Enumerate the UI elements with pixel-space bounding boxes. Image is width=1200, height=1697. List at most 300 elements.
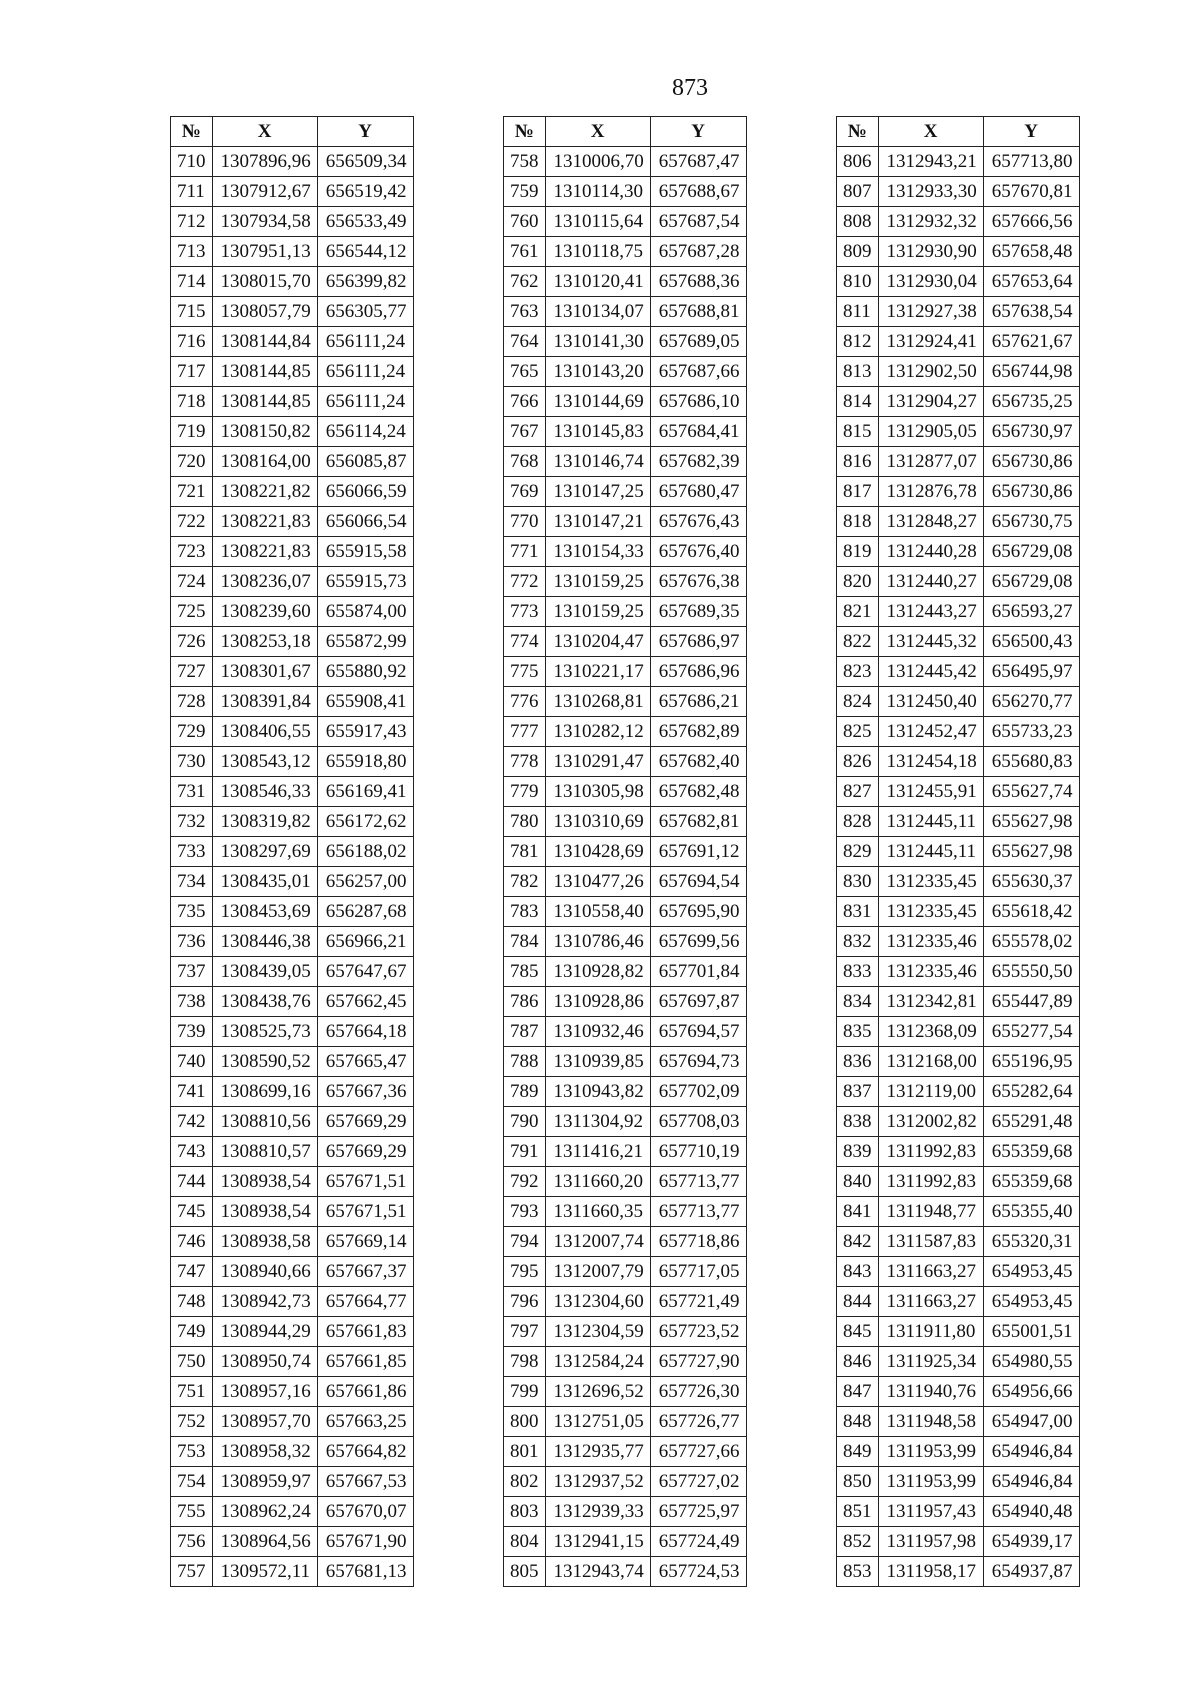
header-y: Y <box>317 117 413 147</box>
cell-y: 657686,21 <box>650 687 746 717</box>
table-row <box>171 1527 414 1557</box>
cell-number: 782 <box>504 867 546 897</box>
cell-number: 746 <box>171 1227 213 1257</box>
cell-y: 657687,54 <box>650 207 746 237</box>
cell-x: 1310939,85 <box>545 1047 650 1077</box>
cell-y: 657694,54 <box>650 867 746 897</box>
cell-x: 1311992,83 <box>878 1137 983 1167</box>
cell-x: 1308406,55 <box>212 717 317 747</box>
cell-y: 656287,68 <box>317 897 413 927</box>
cell-x: 1310141,30 <box>545 327 650 357</box>
table-row <box>837 297 1080 327</box>
cell-x: 1308221,83 <box>212 507 317 537</box>
table-row <box>171 237 414 267</box>
cell-x: 1310144,69 <box>545 387 650 417</box>
cell-y: 654956,66 <box>983 1377 1079 1407</box>
table-row <box>171 327 414 357</box>
cell-x: 1308144,85 <box>212 357 317 387</box>
cell-y: 656730,75 <box>983 507 1079 537</box>
table-row <box>837 1137 1080 1167</box>
table-row <box>171 777 414 807</box>
cell-y: 656544,12 <box>317 237 413 267</box>
header-y: Y <box>650 117 746 147</box>
cell-number: 806 <box>837 147 879 177</box>
cell-number: 720 <box>171 447 213 477</box>
header-x: X <box>212 117 317 147</box>
cell-number: 770 <box>504 507 546 537</box>
table-row <box>837 417 1080 447</box>
cell-y: 656169,41 <box>317 777 413 807</box>
cell-y: 655291,48 <box>983 1107 1079 1137</box>
table-row <box>837 1197 1080 1227</box>
cell-y: 657710,19 <box>650 1137 746 1167</box>
cell-y: 657658,48 <box>983 237 1079 267</box>
cell-x: 1312904,27 <box>878 387 983 417</box>
cell-number: 795 <box>504 1257 546 1287</box>
cell-y: 657682,48 <box>650 777 746 807</box>
table-row <box>837 537 1080 567</box>
cell-y: 657688,67 <box>650 177 746 207</box>
cell-number: 800 <box>504 1407 546 1437</box>
cell-x: 1311660,35 <box>545 1197 650 1227</box>
cell-y: 657687,66 <box>650 357 746 387</box>
table-row <box>504 267 747 297</box>
table-row <box>171 627 414 657</box>
coordinate-table-2 <box>503 116 747 1587</box>
cell-y: 657664,77 <box>317 1287 413 1317</box>
cell-number: 827 <box>837 777 879 807</box>
cell-number: 803 <box>504 1497 546 1527</box>
cell-number: 853 <box>837 1557 879 1587</box>
cell-number: 754 <box>171 1467 213 1497</box>
cell-number: 762 <box>504 267 546 297</box>
cell-y: 657682,39 <box>650 447 746 477</box>
table-row <box>504 1227 747 1257</box>
table-row <box>171 687 414 717</box>
cell-x: 1308938,54 <box>212 1167 317 1197</box>
cell-number: 777 <box>504 717 546 747</box>
cell-y: 654940,48 <box>983 1497 1079 1527</box>
table-row <box>504 1317 747 1347</box>
cell-x: 1308950,74 <box>212 1347 317 1377</box>
cell-number: 773 <box>504 597 546 627</box>
cell-number: 759 <box>504 177 546 207</box>
cell-x: 1308391,84 <box>212 687 317 717</box>
cell-number: 781 <box>504 837 546 867</box>
cell-y: 657653,64 <box>983 267 1079 297</box>
table-row <box>171 837 414 867</box>
cell-x: 1308944,29 <box>212 1317 317 1347</box>
cell-y: 655917,43 <box>317 717 413 747</box>
cell-y: 655359,68 <box>983 1137 1079 1167</box>
table-row <box>171 417 414 447</box>
cell-number: 718 <box>171 387 213 417</box>
table-row <box>171 807 414 837</box>
cell-x: 1311940,76 <box>878 1377 983 1407</box>
cell-x: 1310006,70 <box>545 147 650 177</box>
cell-x: 1310115,64 <box>545 207 650 237</box>
cell-number: 767 <box>504 417 546 447</box>
coordinate-table-3 <box>836 116 1080 1587</box>
cell-x: 1308938,54 <box>212 1197 317 1227</box>
cell-y: 656735,25 <box>983 387 1079 417</box>
cell-number: 844 <box>837 1287 879 1317</box>
table-row <box>504 1017 747 1047</box>
cell-number: 736 <box>171 927 213 957</box>
cell-y: 657621,67 <box>983 327 1079 357</box>
cell-number: 725 <box>171 597 213 627</box>
cell-number: 788 <box>504 1047 546 1077</box>
table-row <box>171 147 414 177</box>
table-row <box>837 717 1080 747</box>
cell-x: 1308301,67 <box>212 657 317 687</box>
table-row <box>171 1167 414 1197</box>
cell-number: 727 <box>171 657 213 687</box>
cell-x: 1310268,81 <box>545 687 650 717</box>
cell-number: 764 <box>504 327 546 357</box>
cell-y: 657727,90 <box>650 1347 746 1377</box>
cell-x: 1310943,82 <box>545 1077 650 1107</box>
cell-x: 1311925,34 <box>878 1347 983 1377</box>
cell-number: 817 <box>837 477 879 507</box>
cell-number: 849 <box>837 1437 879 1467</box>
table-row <box>171 357 414 387</box>
cell-x: 1308221,83 <box>212 537 317 567</box>
table-row <box>504 507 747 537</box>
table-row <box>171 987 414 1017</box>
cell-x: 1310154,33 <box>545 537 650 567</box>
cell-x: 1312943,74 <box>545 1557 650 1587</box>
cell-x: 1312848,27 <box>878 507 983 537</box>
table-row <box>837 1347 1080 1377</box>
cell-y: 655447,89 <box>983 987 1079 1017</box>
cell-y: 655733,23 <box>983 717 1079 747</box>
cell-x: 1308221,82 <box>212 477 317 507</box>
cell-x: 1312933,30 <box>878 177 983 207</box>
table-row <box>504 327 747 357</box>
table-row <box>504 1287 747 1317</box>
cell-y: 654946,84 <box>983 1437 1079 1467</box>
table-row <box>171 1197 414 1227</box>
cell-x: 1312935,77 <box>545 1437 650 1467</box>
cell-number: 752 <box>171 1407 213 1437</box>
table-row <box>171 1047 414 1077</box>
table-row <box>837 1077 1080 1107</box>
table-row <box>837 1377 1080 1407</box>
table-row <box>171 1437 414 1467</box>
cell-y: 657686,10 <box>650 387 746 417</box>
cell-x: 1312304,59 <box>545 1317 650 1347</box>
cell-y: 657681,13 <box>317 1557 413 1587</box>
table-row <box>504 477 747 507</box>
cell-y: 657689,05 <box>650 327 746 357</box>
cell-x: 1311911,80 <box>878 1317 983 1347</box>
cell-number: 838 <box>837 1107 879 1137</box>
cell-number: 757 <box>171 1557 213 1587</box>
table-row <box>504 1137 747 1167</box>
cell-y: 657664,18 <box>317 1017 413 1047</box>
cell-y: 657699,56 <box>650 927 746 957</box>
cell-y: 657671,90 <box>317 1527 413 1557</box>
cell-x: 1310477,26 <box>545 867 650 897</box>
table-row <box>504 357 747 387</box>
cell-y: 654939,17 <box>983 1527 1079 1557</box>
cell-number: 842 <box>837 1227 879 1257</box>
cell-number: 713 <box>171 237 213 267</box>
cell-x: 1312007,79 <box>545 1257 650 1287</box>
cell-y: 655627,74 <box>983 777 1079 807</box>
cell-x: 1312119,00 <box>878 1077 983 1107</box>
header-number: № <box>171 117 213 147</box>
table-row <box>504 657 747 687</box>
cell-x: 1310932,46 <box>545 1017 650 1047</box>
table-row <box>504 1527 747 1557</box>
table-row <box>837 1407 1080 1437</box>
table-row <box>837 957 1080 987</box>
cell-x: 1310558,40 <box>545 897 650 927</box>
table-row <box>837 267 1080 297</box>
cell-number: 716 <box>171 327 213 357</box>
cell-y: 656188,02 <box>317 837 413 867</box>
cell-y: 657695,90 <box>650 897 746 927</box>
cell-number: 717 <box>171 357 213 387</box>
table-row <box>837 837 1080 867</box>
table-row <box>837 987 1080 1017</box>
cell-y: 654980,55 <box>983 1347 1079 1377</box>
cell-y: 655282,64 <box>983 1077 1079 1107</box>
cell-x: 1308057,79 <box>212 297 317 327</box>
cell-x: 1312445,11 <box>878 837 983 867</box>
cell-y: 657724,53 <box>650 1557 746 1587</box>
cell-x: 1308253,18 <box>212 627 317 657</box>
cell-x: 1308453,69 <box>212 897 317 927</box>
cell-x: 1307896,96 <box>212 147 317 177</box>
table-row <box>837 687 1080 717</box>
header-number: № <box>504 117 546 147</box>
table-row <box>171 1017 414 1047</box>
cell-y: 657726,30 <box>650 1377 746 1407</box>
table-row <box>837 597 1080 627</box>
cell-x: 1308546,33 <box>212 777 317 807</box>
cell-number: 719 <box>171 417 213 447</box>
cell-number: 711 <box>171 177 213 207</box>
cell-x: 1312440,27 <box>878 567 983 597</box>
cell-number: 726 <box>171 627 213 657</box>
cell-x: 1308297,69 <box>212 837 317 867</box>
cell-number: 830 <box>837 867 879 897</box>
cell-x: 1308958,32 <box>212 1437 317 1467</box>
cell-y: 657666,56 <box>983 207 1079 237</box>
page-number: 873 <box>672 75 708 101</box>
cell-number: 729 <box>171 717 213 747</box>
cell-x: 1308699,16 <box>212 1077 317 1107</box>
table-row <box>171 297 414 327</box>
table-row <box>837 477 1080 507</box>
cell-number: 748 <box>171 1287 213 1317</box>
cell-x: 1312939,33 <box>545 1497 650 1527</box>
cell-y: 657676,38 <box>650 567 746 597</box>
cell-number: 816 <box>837 447 879 477</box>
table-row <box>504 897 747 927</box>
cell-y: 657713,77 <box>650 1167 746 1197</box>
cell-y: 655578,02 <box>983 927 1079 957</box>
cell-number: 765 <box>504 357 546 387</box>
cell-x: 1307951,13 <box>212 237 317 267</box>
cell-x: 1310291,47 <box>545 747 650 777</box>
cell-y: 657727,66 <box>650 1437 746 1467</box>
cell-number: 771 <box>504 537 546 567</box>
table-row <box>171 1497 414 1527</box>
table-row <box>837 627 1080 657</box>
cell-x: 1308239,60 <box>212 597 317 627</box>
cell-x: 1308435,01 <box>212 867 317 897</box>
table-row <box>504 447 747 477</box>
cell-y: 655880,92 <box>317 657 413 687</box>
cell-y: 657682,89 <box>650 717 746 747</box>
cell-y: 657694,57 <box>650 1017 746 1047</box>
cell-y: 657667,53 <box>317 1467 413 1497</box>
table-row <box>837 1107 1080 1137</box>
cell-number: 792 <box>504 1167 546 1197</box>
cell-x: 1308940,66 <box>212 1257 317 1287</box>
cell-y: 654953,45 <box>983 1287 1079 1317</box>
cell-y: 657725,97 <box>650 1497 746 1527</box>
cell-number: 846 <box>837 1347 879 1377</box>
cell-number: 824 <box>837 687 879 717</box>
cell-number: 760 <box>504 207 546 237</box>
cell-x: 1312342,81 <box>878 987 983 1017</box>
cell-y: 657689,35 <box>650 597 746 627</box>
cell-y: 656085,87 <box>317 447 413 477</box>
cell-x: 1310143,20 <box>545 357 650 387</box>
cell-x: 1310786,46 <box>545 927 650 957</box>
cell-y: 654946,84 <box>983 1467 1079 1497</box>
cell-x: 1308144,84 <box>212 327 317 357</box>
cell-x: 1310282,12 <box>545 717 650 747</box>
cell-y: 657684,41 <box>650 417 746 447</box>
cell-number: 813 <box>837 357 879 387</box>
cell-number: 841 <box>837 1197 879 1227</box>
cell-number: 848 <box>837 1407 879 1437</box>
cell-x: 1308319,82 <box>212 807 317 837</box>
table-row <box>171 267 414 297</box>
cell-number: 724 <box>171 567 213 597</box>
table-row <box>171 1377 414 1407</box>
cell-y: 655627,98 <box>983 807 1079 837</box>
cell-number: 714 <box>171 267 213 297</box>
cell-number: 829 <box>837 837 879 867</box>
cell-y: 657638,54 <box>983 297 1079 327</box>
cell-x: 1308810,57 <box>212 1137 317 1167</box>
table-row <box>504 237 747 267</box>
table-row <box>171 867 414 897</box>
cell-x: 1308957,16 <box>212 1377 317 1407</box>
cell-x: 1308144,85 <box>212 387 317 417</box>
cell-number: 805 <box>504 1557 546 1587</box>
cell-number: 815 <box>837 417 879 447</box>
cell-y: 655630,37 <box>983 867 1079 897</box>
table-row <box>504 1047 747 1077</box>
cell-x: 1312335,45 <box>878 897 983 927</box>
cell-number: 843 <box>837 1257 879 1287</box>
cell-x: 1312002,82 <box>878 1107 983 1137</box>
cell-x: 1310159,25 <box>545 567 650 597</box>
cell-y: 655618,42 <box>983 897 1079 927</box>
cell-y: 655277,54 <box>983 1017 1079 1047</box>
cell-y: 656730,86 <box>983 477 1079 507</box>
cell-x: 1307912,67 <box>212 177 317 207</box>
cell-y: 656519,42 <box>317 177 413 207</box>
cell-number: 820 <box>837 567 879 597</box>
cell-number: 791 <box>504 1137 546 1167</box>
cell-x: 1310928,86 <box>545 987 650 1017</box>
cell-x: 1311416,21 <box>545 1137 650 1167</box>
table-row <box>171 747 414 777</box>
cell-x: 1310428,69 <box>545 837 650 867</box>
cell-y: 657688,81 <box>650 297 746 327</box>
cell-number: 836 <box>837 1047 879 1077</box>
table-row <box>504 1257 747 1287</box>
table-row <box>837 1287 1080 1317</box>
table-row <box>837 567 1080 597</box>
cell-y: 657669,29 <box>317 1107 413 1137</box>
cell-x: 1310305,98 <box>545 777 650 807</box>
cell-y: 657670,07 <box>317 1497 413 1527</box>
table-row <box>171 567 414 597</box>
cell-number: 763 <box>504 297 546 327</box>
cell-x: 1308438,76 <box>212 987 317 1017</box>
cell-number: 847 <box>837 1377 879 1407</box>
table-row <box>504 987 747 1017</box>
table-row <box>504 627 747 657</box>
table-row <box>504 927 747 957</box>
cell-y: 657717,05 <box>650 1257 746 1287</box>
table-row <box>504 1197 747 1227</box>
cell-number: 850 <box>837 1467 879 1497</box>
cell-x: 1312168,00 <box>878 1047 983 1077</box>
cell-number: 790 <box>504 1107 546 1137</box>
cell-x: 1312443,27 <box>878 597 983 627</box>
cell-x: 1312335,46 <box>878 927 983 957</box>
cell-number: 818 <box>837 507 879 537</box>
cell-number: 814 <box>837 387 879 417</box>
cell-x: 1312455,91 <box>878 777 983 807</box>
cell-x: 1308590,52 <box>212 1047 317 1077</box>
cell-x: 1311958,17 <box>878 1557 983 1587</box>
cell-number: 723 <box>171 537 213 567</box>
cell-y: 655915,58 <box>317 537 413 567</box>
cell-y: 657723,52 <box>650 1317 746 1347</box>
cell-number: 741 <box>171 1077 213 1107</box>
cell-number: 769 <box>504 477 546 507</box>
table-row <box>504 1107 747 1137</box>
table-row <box>171 1137 414 1167</box>
table-row <box>171 1317 414 1347</box>
cell-y: 655680,83 <box>983 747 1079 777</box>
cell-x: 1308015,70 <box>212 267 317 297</box>
cell-number: 761 <box>504 237 546 267</box>
table-row <box>504 1167 747 1197</box>
cell-y: 657669,14 <box>317 1227 413 1257</box>
cell-y: 656066,59 <box>317 477 413 507</box>
cell-y: 655908,41 <box>317 687 413 717</box>
table-row <box>837 807 1080 837</box>
cell-x: 1308150,82 <box>212 417 317 447</box>
cell-x: 1311992,83 <box>878 1167 983 1197</box>
cell-y: 656270,77 <box>983 687 1079 717</box>
cell-y: 657687,28 <box>650 237 746 267</box>
cell-number: 755 <box>171 1497 213 1527</box>
